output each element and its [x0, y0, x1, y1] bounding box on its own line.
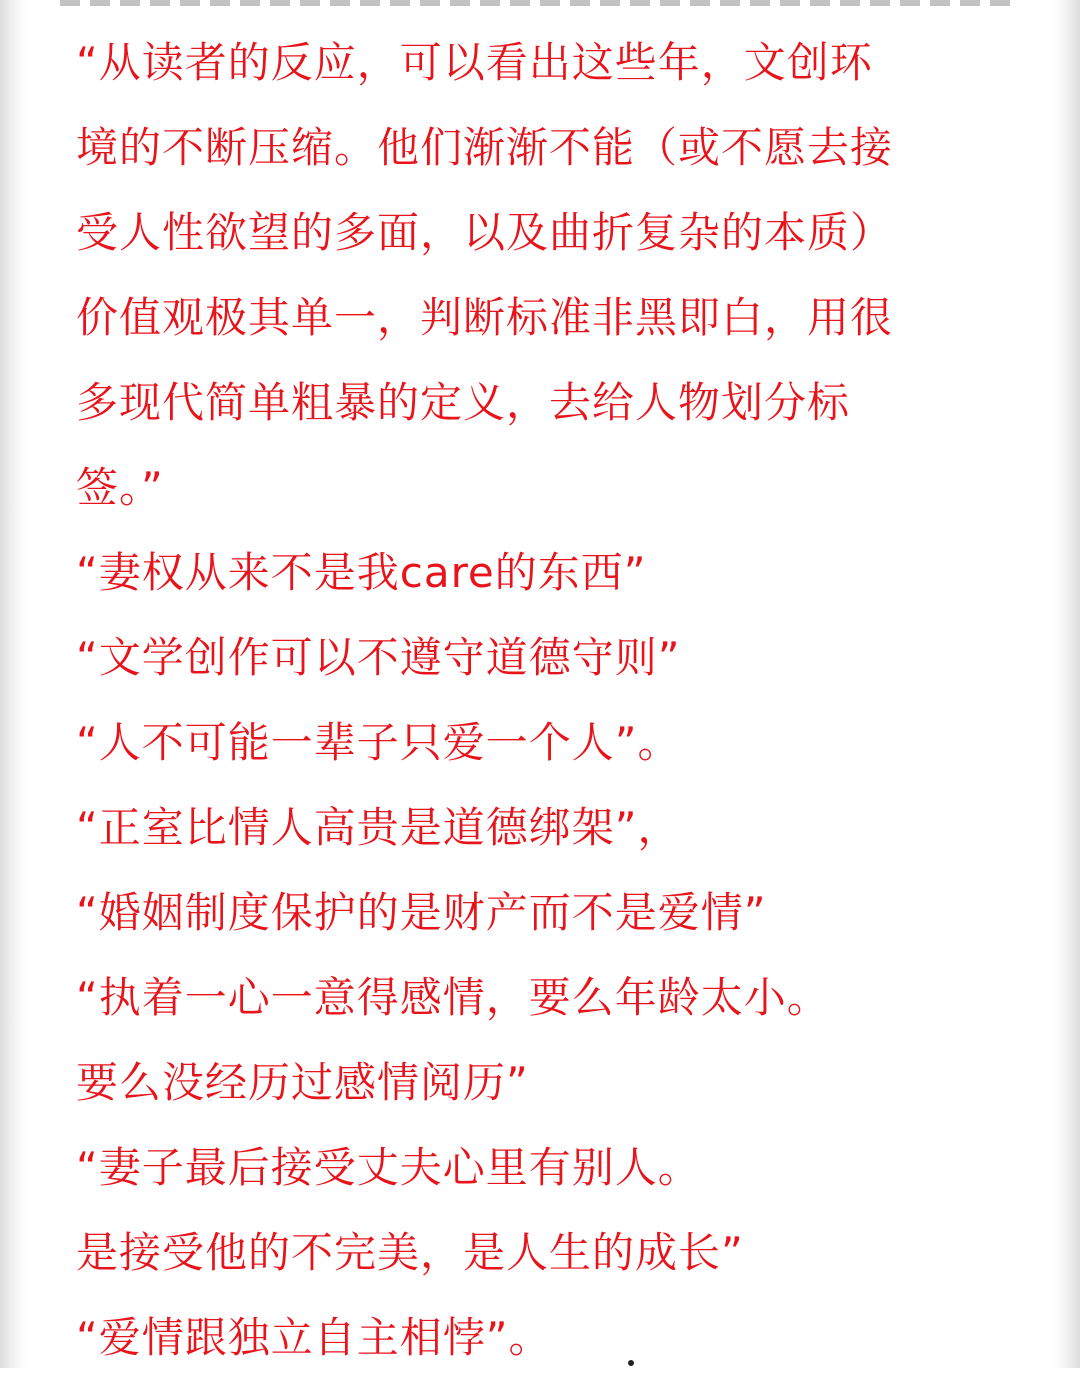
- text-line: 价值观极其单一，判断标准非黑即白，用很: [76, 293, 894, 342]
- text-line: “执着一心一意得感情，要么年龄太小。: [76, 973, 830, 1022]
- text-line: 要么没经历过感情阅历”: [76, 1058, 529, 1107]
- text-line: 签。”: [76, 463, 164, 512]
- bottom-dot-mark: [628, 1360, 634, 1366]
- text-line: “从读者的反应，可以看出这些年，文创环: [76, 38, 873, 87]
- text-line: “妻权从来不是我care的东西”: [76, 548, 647, 597]
- text-line: 境的不断压缩。他们渐渐不能（或不愿去接: [76, 123, 894, 172]
- text-line: “文学创作可以不遵守道德守则”: [76, 633, 681, 682]
- text-line: 受人性欲望的多面，以及曲折复杂的本质）: [76, 208, 894, 257]
- quote-text-block: [76, 20, 1006, 1380]
- page-edge-right: [1054, 0, 1080, 1368]
- text-line: “妻子最后接受丈夫心里有别人。: [76, 1143, 701, 1192]
- cropped-previous-line: [60, 0, 1020, 6]
- text-line: 是接受他的不完美，是人生的成长”: [76, 1228, 744, 1277]
- text-line: “爱情跟独立自主相悖”。: [76, 1313, 552, 1362]
- text-line: “婚姻制度保护的是财产而不是爱情”: [76, 888, 767, 937]
- text-line: “正室比情人高贵是道德绑架”，: [76, 803, 681, 852]
- page-edge-left: [0, 0, 26, 1368]
- text-line: “人不可能一辈子只爱一个人”。: [76, 718, 681, 767]
- text-line: 多现代简单粗暴的定义，去给人物划分标: [76, 378, 851, 427]
